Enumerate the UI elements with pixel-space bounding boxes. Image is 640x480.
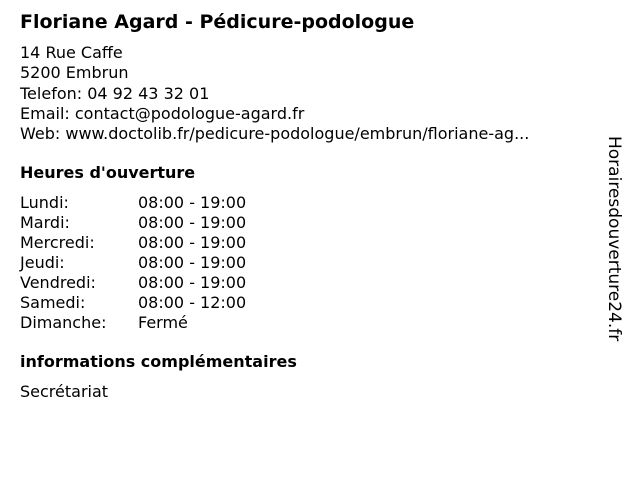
email-line: Email: contact@podologue-agard.fr (20, 103, 305, 123)
info-text: Secrétariat (20, 382, 109, 402)
business-card (20, 10, 600, 402)
hours-row-saturday (20, 293, 600, 313)
time-value: 08:00 - 19:00 (138, 213, 247, 233)
day-label: Mardi: (20, 213, 70, 233)
info-heading: informations complémentaires (20, 352, 297, 372)
web-line: Web: www.doctolib.fr/pedicure-podologue/embrun/floriane-ag... (20, 124, 530, 144)
hours-table (20, 193, 600, 333)
time-value: 08:00 - 12:00 (138, 293, 247, 313)
time-value: 08:00 - 19:00 (138, 273, 247, 293)
hours-row-friday (20, 273, 600, 293)
day-label: Vendredi: (20, 273, 96, 293)
time-value: Fermé (138, 313, 188, 333)
day-label: Jeudi: (20, 253, 65, 273)
contact-block (20, 43, 600, 144)
business-title: Floriane Agard - Pédicure-podologue (20, 11, 415, 33)
hours-row-thursday (20, 253, 600, 273)
hours-heading: Heures d'ouverture (20, 163, 196, 183)
hours-row-sunday (20, 313, 600, 333)
phone-line: Telefon: 04 92 43 32 01 (20, 83, 210, 103)
day-label: Dimanche: (20, 313, 107, 333)
hours-row-wednesday (20, 233, 600, 253)
hours-row-tuesday (20, 213, 600, 233)
day-label: Mercredi: (20, 233, 95, 253)
address-line-1: 14 Rue Caffe (20, 43, 123, 62)
day-label: Samedi: (20, 293, 86, 313)
site-watermark: Horairesdouverture24.fr (604, 136, 624, 342)
time-value: 08:00 - 19:00 (138, 253, 247, 273)
time-value: 08:00 - 19:00 (138, 233, 247, 253)
address-line-2: 5200 Embrun (20, 63, 129, 83)
time-value: 08:00 - 19:00 (138, 193, 247, 213)
hours-row-monday (20, 193, 600, 213)
day-label: Lundi: (20, 193, 69, 213)
